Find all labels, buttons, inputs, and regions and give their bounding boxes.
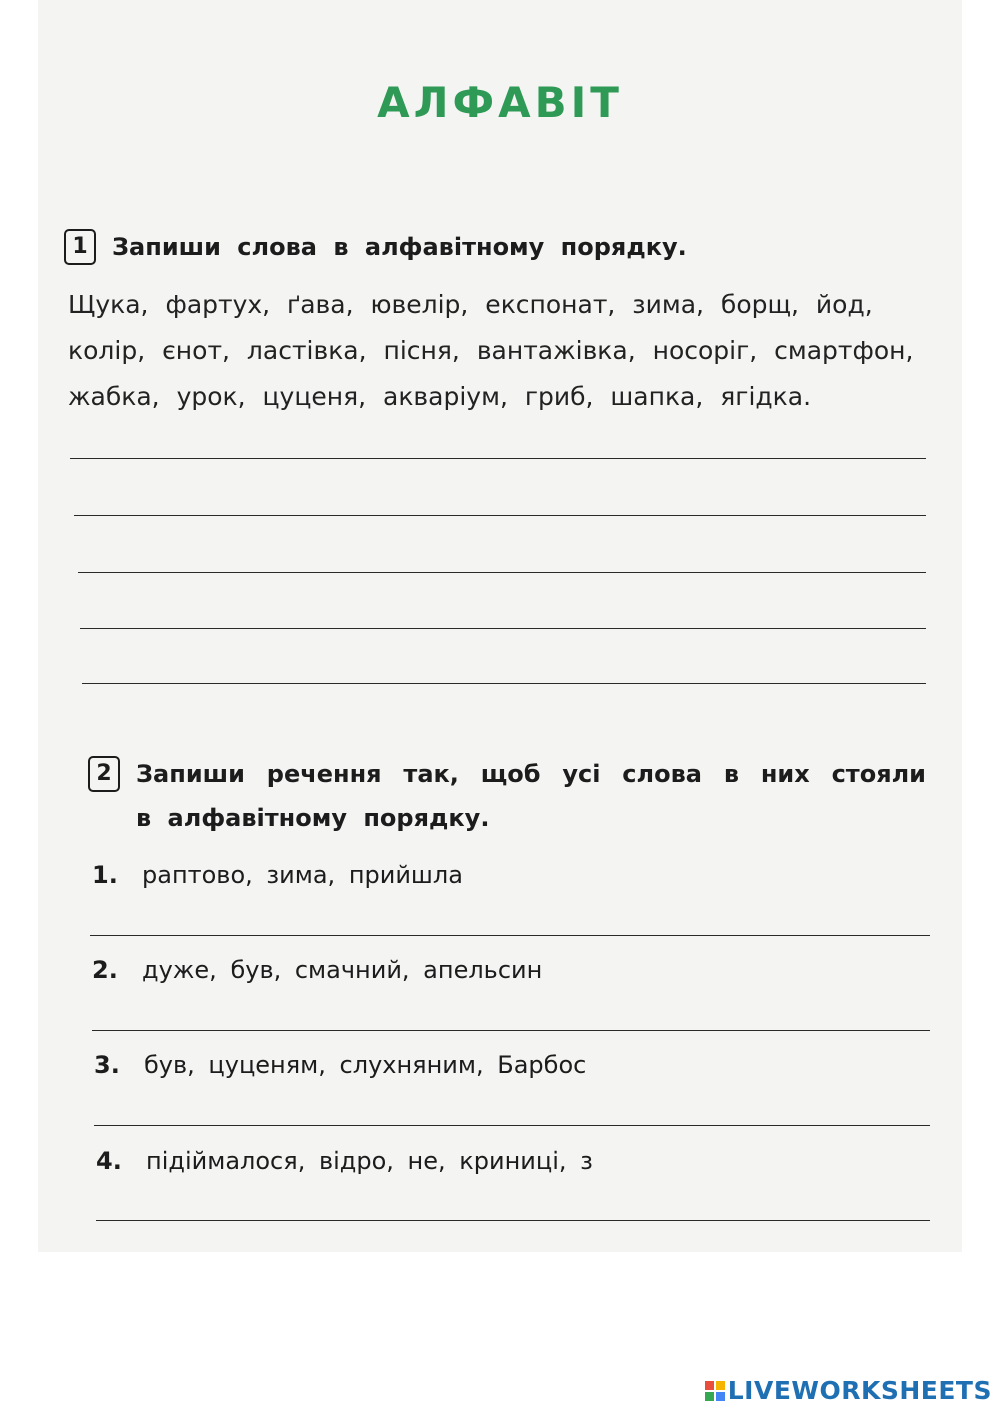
sentence-words: раптово, зима, прийшла xyxy=(142,861,463,889)
sentence-answer-line-2[interactable] xyxy=(92,1030,930,1031)
answer-line-5[interactable] xyxy=(82,683,926,684)
sentence-item xyxy=(92,953,542,987)
task-2-header xyxy=(88,752,933,840)
page-title: АЛФАВІТ xyxy=(377,78,623,127)
task-1-number: 1 xyxy=(64,229,96,265)
task-2-number: 2 xyxy=(88,756,120,792)
logo-squares-icon xyxy=(705,1381,725,1401)
word-list-line: жабка, урок, цуценя, акваріум, гриб, шапка, ягідка. xyxy=(68,382,812,411)
sentence-number: 3. xyxy=(94,1051,120,1079)
sentence-number: 2. xyxy=(92,956,118,984)
sentence-answer-line-1[interactable] xyxy=(90,935,930,936)
task-1-header xyxy=(64,225,687,269)
answer-line-3[interactable] xyxy=(78,572,926,573)
word-list-line: колір, єнот, ластівка, пісня, вантажівка, носоріг, смартфон, xyxy=(68,336,914,365)
liveworksheets-logo[interactable] xyxy=(705,1376,992,1405)
sentence-words: був, цуценям, слухняним, Барбос xyxy=(144,1051,587,1079)
task-1-word-list xyxy=(68,282,928,420)
answer-line-1[interactable] xyxy=(70,458,926,459)
task-2-instruction-line: в алфавітному порядку. xyxy=(136,804,490,832)
answer-line-2[interactable] xyxy=(74,515,926,516)
sentence-words: дуже, був, смачний, апельсин xyxy=(142,956,543,984)
sentence-number: 4. xyxy=(96,1147,122,1175)
logo-text: LIVEWORKSHEETS xyxy=(727,1376,992,1405)
sentence-words: підіймалося, відро, не, криниці, з xyxy=(146,1147,593,1175)
task-2-instruction-line: Запиши речення так, щоб усі слова в них стояли xyxy=(136,760,926,788)
word-list-line: Щука, фартух, ґава, ювелір, експонат, зима, борщ, йод, xyxy=(68,290,873,319)
answer-line-4[interactable] xyxy=(80,628,926,629)
sentence-answer-line-4[interactable] xyxy=(96,1220,930,1221)
sentence-answer-line-3[interactable] xyxy=(94,1125,930,1126)
sentence-item xyxy=(96,1144,593,1178)
sentence-item xyxy=(94,1048,586,1082)
task-2-instruction xyxy=(136,752,926,840)
task-1-instruction: Запиши слова в алфавітному порядку. xyxy=(112,233,687,261)
sentence-item xyxy=(92,858,463,892)
sentence-number: 1. xyxy=(92,861,118,889)
